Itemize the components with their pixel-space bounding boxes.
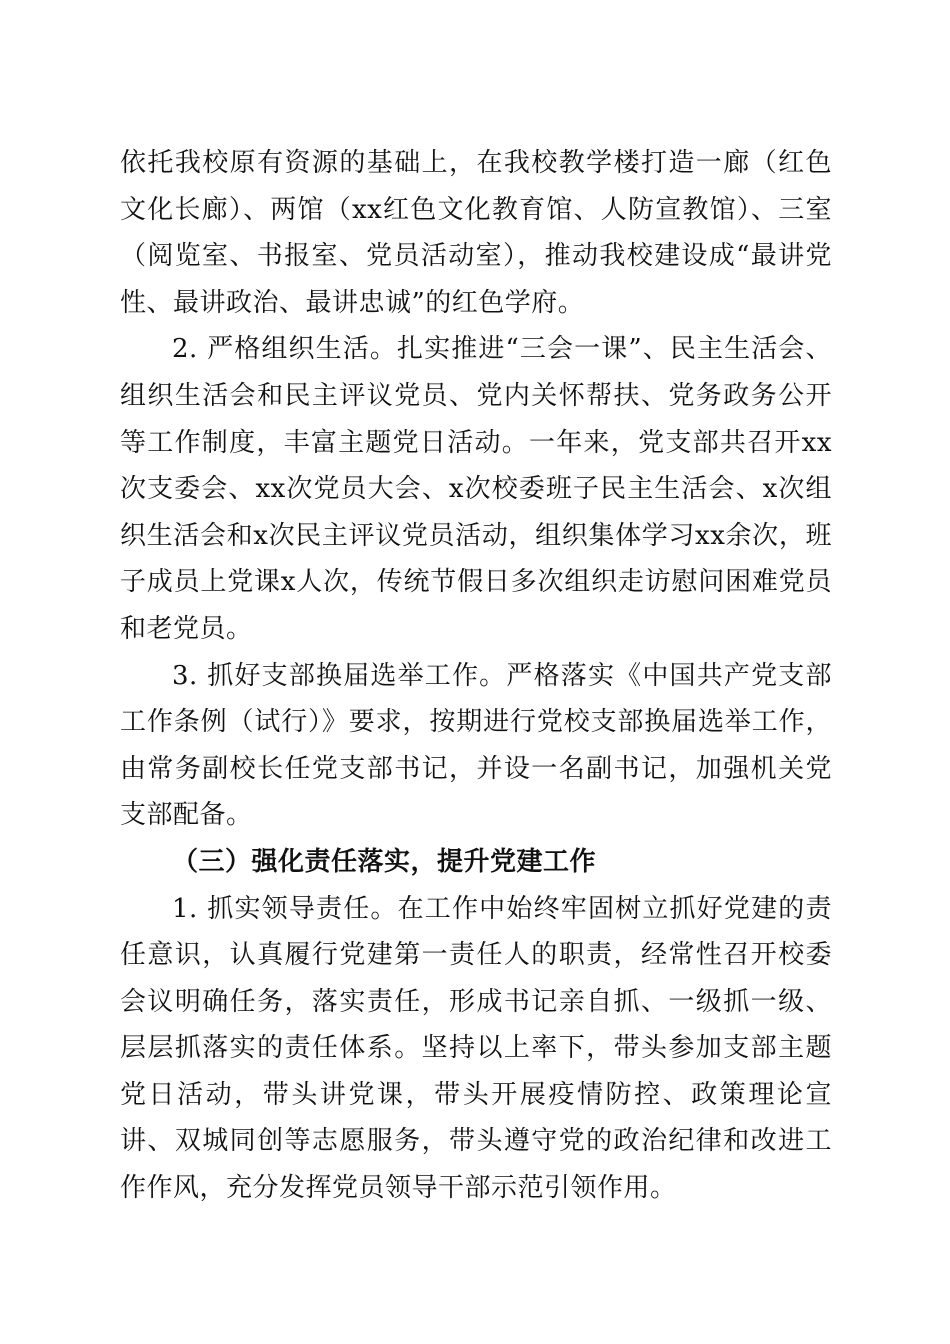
- section-heading-responsibility: （三）强化责任落实，提升党建工作: [172, 846, 597, 877]
- document-body: [120, 140, 832, 1212]
- paragraph-red-culture-base: 依托我校原有资源的基础上，在我校教学楼打造一廊（红色文化长廊）、两馆（xx红色文化教育馆、人防宣教馆）、三室（阅览室、书报室、党员活动室），推动我校建设成“最讲党性、最讲政治、最讲忠诚”的红色学府。: [120, 148, 832, 318]
- paragraph-strict-organization-life: 2. 严格组织生活。扎实推进“三会一课”、民主生活会、组织生活会和民主评议党员、党内关怀帮扶、党务政务公开等工作制度，丰富主题党日活动。一年来，党支部共召开xx次支委会、xx次党员大会、x次校委班子民主生活会、x次组织生活会和x次民主评议党员活动，组织集体学习xx余次，班子成员上党课x人次，传统节假日多次组织走访慰问困难党员和老党员。: [120, 334, 832, 644]
- paragraph-leadership-responsibility: 1. 抓实领导责任。在工作中始终牢固树立抓好党建的责任意识，认真履行党建第一责任人的职责，经常性召开校委会议明确任务，落实责任，形成书记亲自抓、一级抓一级、层层抓落实的责任体系。坚持以上率下，带头参加支部主题党日活动，带头讲党课，带头开展疫情防控、政策理论宣讲、双城同创等志愿服务，带头遵守党的政治纪律和改进工作作风，充分发挥党员领导干部示范引领作用。: [120, 893, 832, 1204]
- paragraph-branch-election: 3. 抓好支部换届选举工作。严格落实《中国共产党支部工作条例（试行）》要求，按期进行党校支部换届选举工作，由常务副校长任党支部书记，并设一名副书记，加强机关党支部配备。: [120, 660, 832, 831]
